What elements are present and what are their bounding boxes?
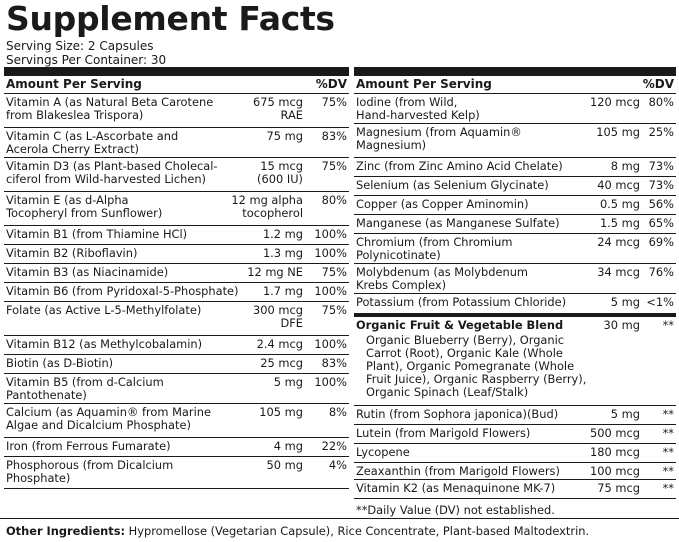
right-nutrient-row [354, 234, 676, 264]
nutrient-dv: 75% [321, 159, 347, 173]
nutrient-name: Biotin (as D-Biotin) [6, 356, 114, 370]
nutrient-amount: 75 mg [266, 129, 303, 143]
supplement-facts-title: Supplement Facts [6, 0, 335, 38]
nutrient-name: Lutein (from Marigold Flowers) [356, 426, 531, 440]
left-thick-bar [4, 67, 349, 76]
nutrient-name: Lycopene [356, 445, 410, 459]
nutrient-name: Vitamin D3 (as Plant-based Cholecal- ciferol from Wild-harvested Lichen) [6, 159, 218, 186]
nutrient-dv: 56% [648, 197, 674, 211]
nutrient-dv: 100% [314, 227, 347, 241]
nutrient-dv: 100% [314, 246, 347, 260]
left-nutrient-row [4, 374, 349, 404]
nutrient-amount: 2.4 mcg [256, 337, 303, 351]
nutrient-dv: ** [662, 407, 674, 421]
right-nutrient-row [354, 196, 676, 215]
left-nutrient-row [4, 404, 349, 438]
nutrient-amount: 50 mg [266, 458, 303, 472]
nutrient-name: Magnesium (from Aquamin® Magnesium) [356, 125, 522, 152]
nutrient-name: Chromium (from Chromium Polynicotinate) [356, 235, 513, 262]
nutrient-amount: 4 mg [273, 439, 303, 453]
left-nutrient-row [4, 94, 349, 128]
left-header [4, 76, 349, 94]
right-header-dv: %DV [642, 77, 674, 91]
nutrient-name: Vitamin B5 (from d-Calcium Pantothenate) [6, 375, 164, 402]
nutrient-dv: 25% [648, 125, 674, 139]
nutrient-name: Phosphorous (from Dicalcium Phosphate) [6, 458, 174, 485]
nutrient-name: Folate (as Active L-5-Methylfolate) [6, 303, 202, 317]
right-nutrient-row [354, 177, 676, 196]
nutrient-amount: 105 mg [596, 125, 640, 139]
nutrient-name: Copper (as Copper Aminomin) [356, 197, 529, 211]
nutrient-amount: 180 mcg [590, 445, 640, 459]
nutrient-name: Manganese (as Manganese Sulfate) [356, 216, 560, 230]
nutrient-amount: 500 mcg [590, 426, 640, 440]
servings-per-container: Servings Per Container: 30 [6, 53, 167, 67]
nutrient-amount: 25 mcg [260, 356, 303, 370]
nutrient-amount: 1.7 mg [262, 284, 303, 298]
nutrient-amount: 105 mg [259, 405, 303, 419]
blend-amount: 30 mg [603, 318, 640, 332]
nutrient-dv: ** [662, 481, 674, 495]
nutrient-dv: 75% [321, 303, 347, 317]
right-nutrient-row [354, 158, 676, 177]
nutrient-amount: 40 mcg [597, 178, 640, 192]
nutrient-amount: 1.2 mg [262, 227, 303, 241]
right-nutrient-row [354, 264, 676, 294]
right-nutrient-row [354, 215, 676, 234]
nutrient-name: Vitamin B6 (from Pyridoxal-5-Phosphate) [6, 284, 239, 298]
left-nutrient-row [4, 283, 349, 302]
nutrient-name: Vitamin B2 (Riboflavin) [6, 246, 138, 260]
nutrient-amount: 15 mcg (600 IU) [257, 159, 303, 186]
nutrient-dv: 69% [648, 235, 674, 249]
nutrient-dv: 80% [648, 95, 674, 109]
right-nutrient-row [354, 463, 676, 480]
serving-size: Serving Size: 2 Capsules [6, 39, 154, 53]
nutrient-amount: 300 mcg DFE [253, 303, 303, 330]
left-nutrient-row [4, 128, 349, 158]
right-nutrient-row [354, 444, 676, 463]
nutrient-dv: ** [662, 464, 674, 478]
blend-dv: ** [662, 318, 674, 332]
nutrient-dv: 100% [314, 284, 347, 298]
other-ingredients [6, 525, 589, 538]
right-nutrient-row [354, 480, 676, 499]
nutrient-amount: 12 mg alpha tocopherol [231, 193, 303, 220]
left-header-amount: Amount Per Serving [6, 77, 142, 91]
nutrient-amount: 75 mcg [597, 481, 640, 495]
left-facts-column [4, 67, 349, 489]
nutrient-dv: 8% [328, 405, 347, 419]
nutrient-name: Selenium (as Selenium Glycinate) [356, 178, 549, 192]
nutrient-name: Vitamin K2 (as Menaquinone MK-7) [356, 481, 556, 495]
nutrient-dv: ** [662, 426, 674, 440]
nutrient-amount: 1.3 mg [262, 246, 303, 260]
nutrient-name: Potassium (from Potassium Chloride) [356, 295, 567, 309]
left-nutrient-row [4, 336, 349, 355]
left-nutrient-row [4, 302, 349, 336]
nutrient-dv: 22% [321, 439, 347, 453]
fruit-vegetable-blend [354, 314, 676, 406]
nutrient-amount: 0.5 mg [599, 197, 640, 211]
dv-footnote: **Daily Value (DV) not established. [356, 503, 555, 517]
nutrient-amount: 120 mcg [590, 95, 640, 109]
right-nutrient-list-2 [354, 406, 676, 499]
nutrient-dv: 73% [648, 159, 674, 173]
nutrient-dv: ** [662, 445, 674, 459]
nutrient-amount: 34 mcg [597, 265, 640, 279]
nutrient-name: Calcium (as Aquamin® from Marine Algae and Dicalcium Phosphate) [6, 405, 211, 432]
nutrient-dv: 73% [648, 178, 674, 192]
nutrient-dv: 75% [321, 95, 347, 109]
nutrient-name: Zeaxanthin (from Marigold Flowers) [356, 464, 560, 478]
nutrient-amount: 675 mcg RAE [253, 95, 303, 122]
left-nutrient-row [4, 264, 349, 283]
other-ingredients-label: Other Ingredients: [6, 524, 126, 538]
nutrient-dv: <1% [646, 295, 674, 309]
left-nutrient-row [4, 245, 349, 264]
nutrient-amount: 8 mg [610, 159, 640, 173]
left-nutrient-row [4, 192, 349, 226]
nutrient-amount: 100 mcg [590, 464, 640, 478]
nutrient-name: Iron (from Ferrous Fumarate) [6, 439, 171, 453]
nutrient-name: Vitamin B3 (as Niacinamide) [6, 265, 169, 279]
right-thick-bar [354, 67, 676, 76]
nutrient-name: Rutin (from Sophora japonica)(Bud) [356, 407, 559, 421]
right-header [354, 76, 676, 94]
nutrient-amount: 1.5 mg [599, 216, 640, 230]
nutrient-amount: 5 mg [610, 407, 640, 421]
right-header-amount: Amount Per Serving [356, 77, 492, 91]
right-facts-column [354, 67, 676, 521]
bottom-rule [0, 518, 679, 519]
right-nutrient-row [354, 294, 676, 314]
nutrient-dv: 83% [321, 356, 347, 370]
left-header-dv: %DV [315, 77, 347, 91]
nutrient-name: Vitamin B1 (from Thiamine HCl) [6, 227, 188, 241]
left-nutrient-row [4, 457, 349, 489]
nutrient-dv: 75% [321, 265, 347, 279]
nutrient-dv: 65% [648, 216, 674, 230]
left-nutrient-row [4, 438, 349, 457]
nutrient-amount: 12 mg NE [247, 265, 303, 279]
left-nutrient-list [4, 94, 349, 489]
nutrient-dv: 83% [321, 129, 347, 143]
blend-title: Organic Fruit & Vegetable Blend [356, 318, 564, 332]
left-nutrient-row [4, 226, 349, 245]
blend-description: Organic Blueberry (Berry), Organic Carrot (Root), Organic Kale (Whole Plant), Organic Pomegranate (Whole Fruit Juice), Organic Raspberry (Berry), Organic Spinach (Leaf/Stalk) [366, 333, 587, 399]
nutrient-name: Zinc (from Zinc Amino Acid Chelate) [356, 159, 563, 173]
nutrient-amount: 5 mg [273, 375, 303, 389]
nutrient-dv: 4% [328, 458, 347, 472]
nutrient-dv: 100% [314, 375, 347, 389]
right-nutrient-row [354, 124, 676, 158]
nutrient-name: Molybdenum (as Molybdenum Krebs Complex) [356, 265, 529, 292]
other-ingredients-text: Hypromellose (Vegetarian Capsule), Rice Concentrate, Plant-based Maltodextrin. [125, 524, 590, 538]
nutrient-name: Vitamin C (as L-Ascorbate and Acerola Cherry Extract) [6, 129, 179, 156]
nutrient-dv: 100% [314, 337, 347, 351]
nutrient-dv: 76% [648, 265, 674, 279]
nutrient-name: Iodine (from Wild, Hand-harvested Kelp) [356, 95, 480, 122]
right-nutrient-row [354, 406, 676, 425]
nutrient-dv: 80% [321, 193, 347, 207]
nutrient-amount: 5 mg [610, 295, 640, 309]
nutrient-name: Vitamin E (as d-Alpha Tocopheryl from Sunflower) [6, 193, 163, 220]
nutrient-name: Vitamin A (as Natural Beta Carotene from Blakeslea Trispora) [6, 95, 214, 122]
nutrient-amount: 24 mcg [597, 235, 640, 249]
nutrient-name: Vitamin B12 (as Methylcobalamin) [6, 337, 203, 351]
right-nutrient-row [354, 94, 676, 124]
right-nutrient-row [354, 425, 676, 444]
right-nutrient-list [354, 94, 676, 314]
left-nutrient-row [4, 355, 349, 374]
left-nutrient-row [4, 158, 349, 192]
